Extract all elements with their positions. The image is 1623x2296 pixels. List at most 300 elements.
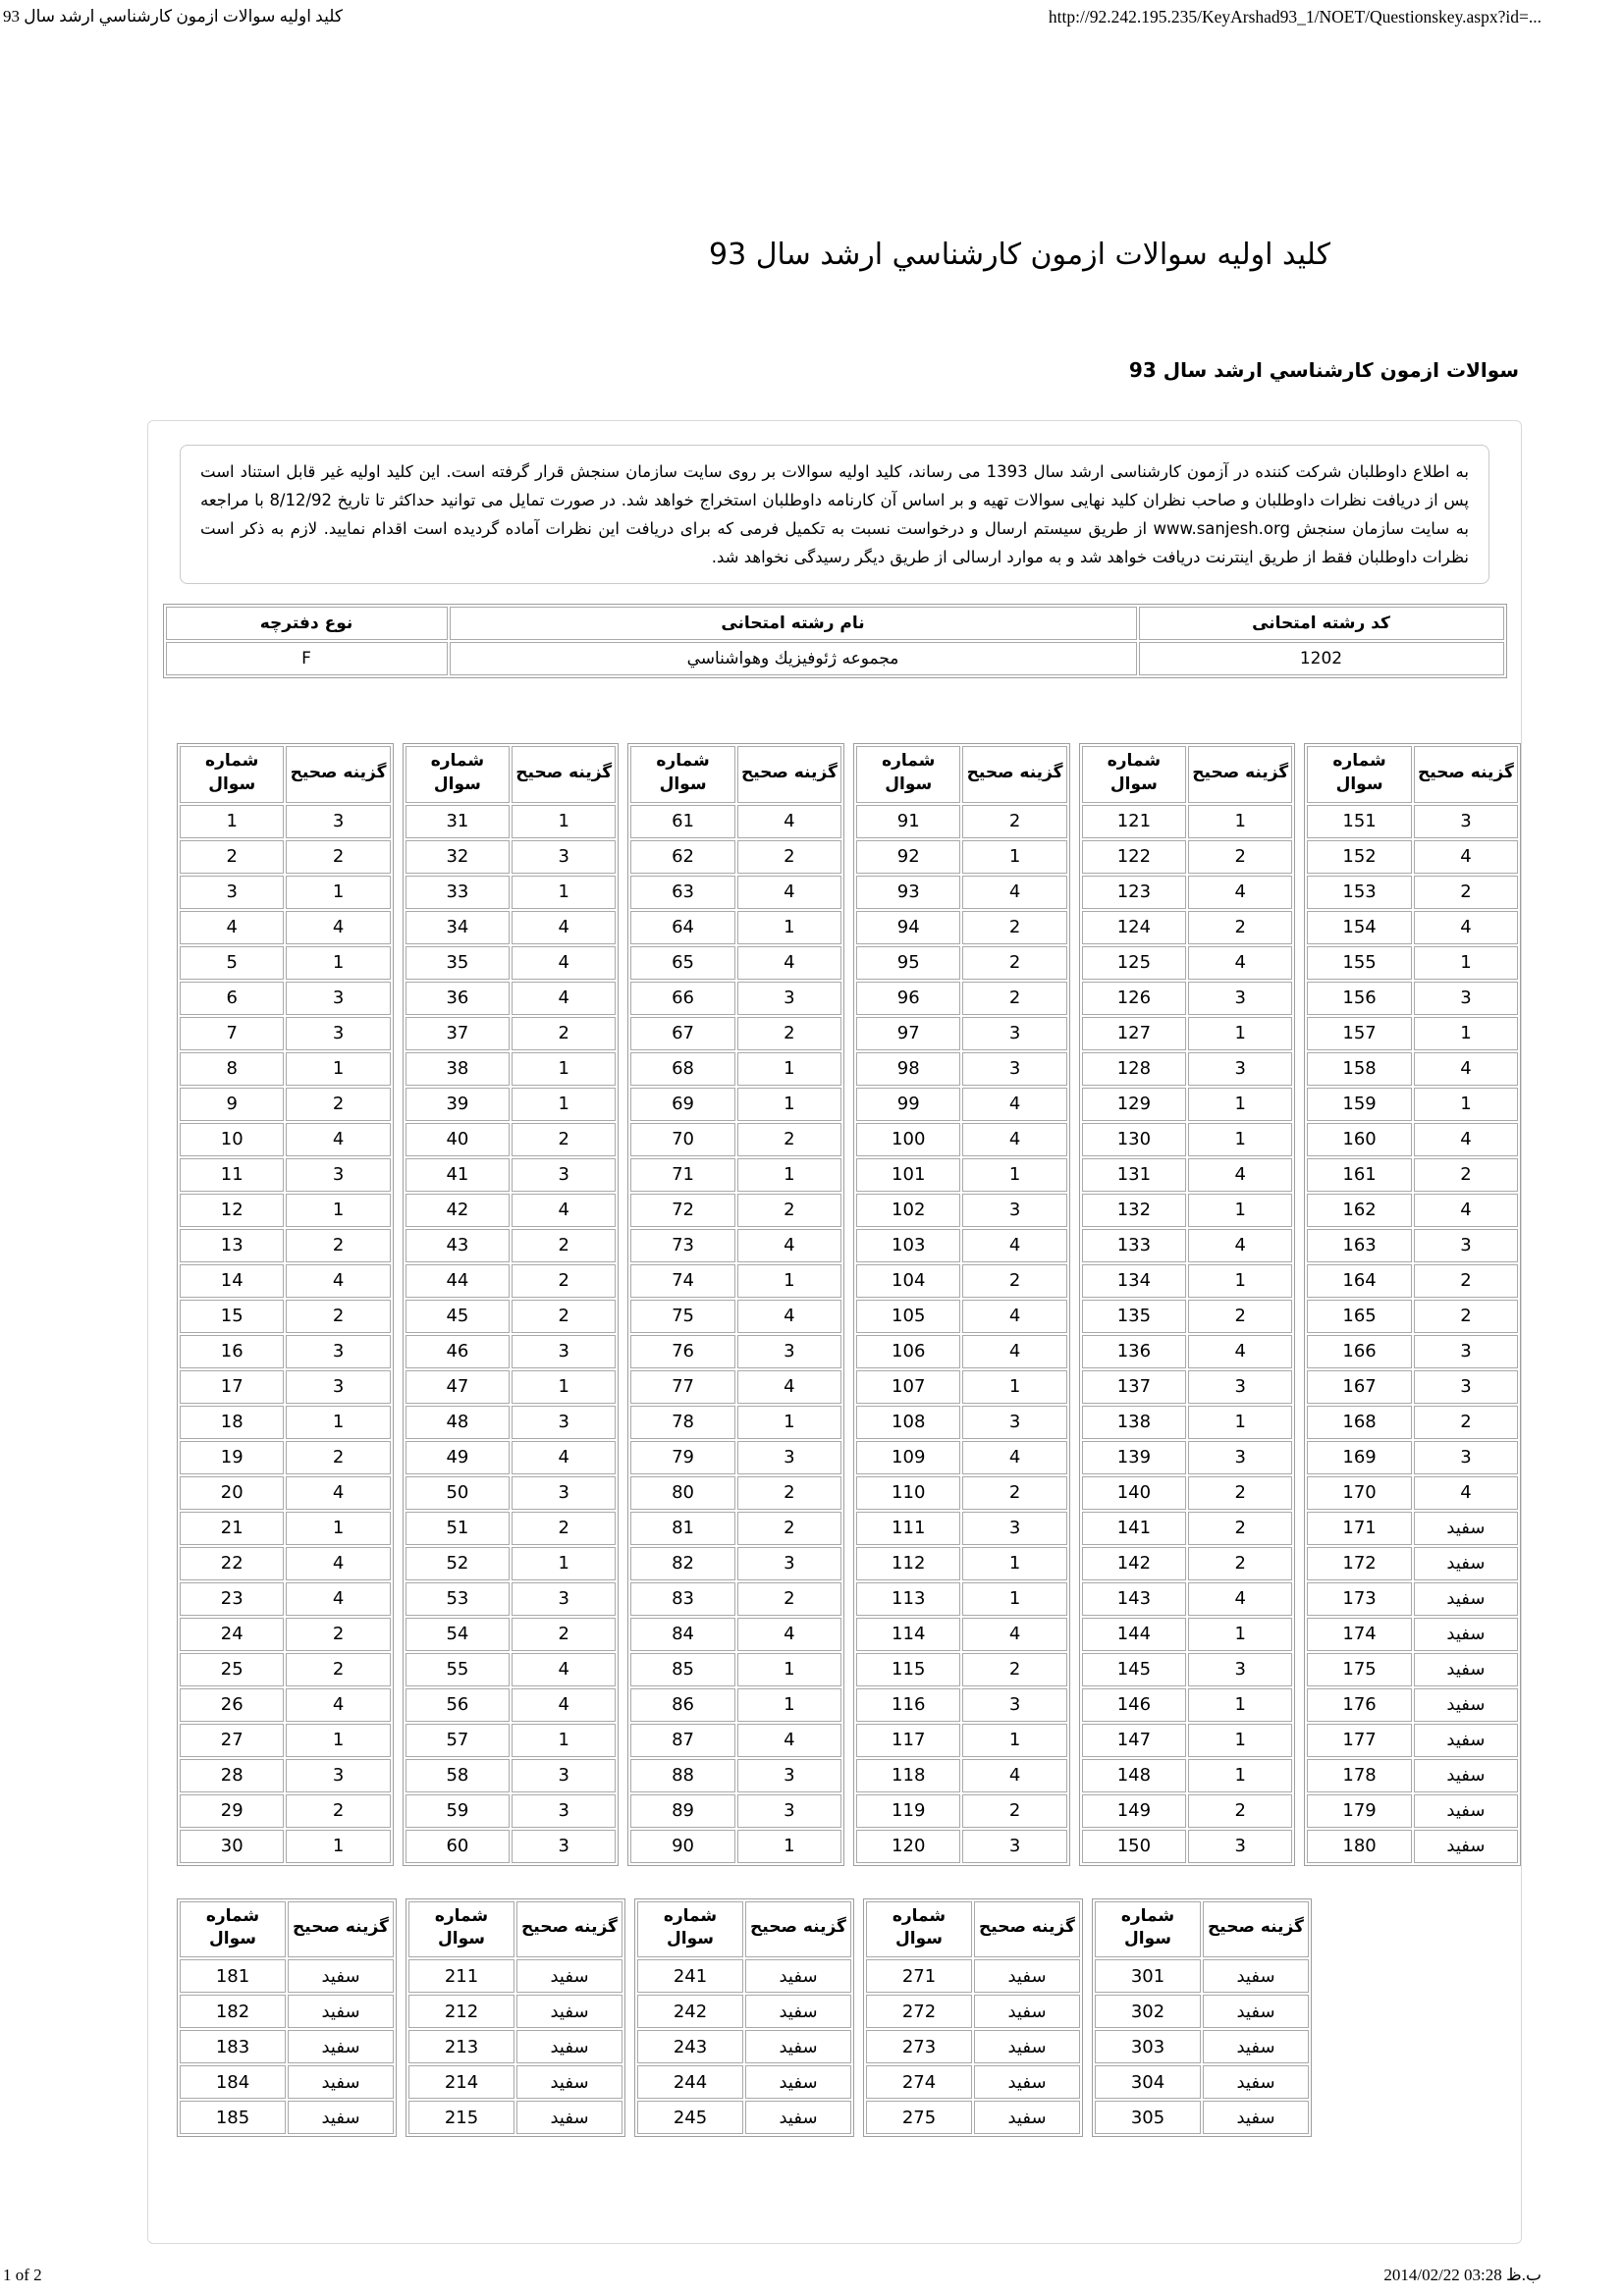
- answer-row: [630, 1582, 841, 1616]
- correct-option-cell: 3: [1414, 1370, 1518, 1404]
- answer-row: [406, 1512, 617, 1545]
- correct-option-cell: 2: [962, 911, 1066, 944]
- exam-code-header: کد رشته امتحانی: [1139, 607, 1504, 640]
- correct-option-cell: سفيد: [1414, 1759, 1518, 1792]
- correct-option-cell: 4: [286, 1123, 390, 1156]
- answer-row: [1082, 1017, 1293, 1050]
- question-number-cell: 28: [180, 1759, 284, 1792]
- question-number-cell: 9: [180, 1088, 284, 1121]
- answer-row: [1082, 1335, 1293, 1368]
- correct-option-cell: 4: [286, 1547, 390, 1580]
- answer-row: [1307, 1088, 1518, 1121]
- correct-option-cell: 1: [737, 911, 841, 944]
- answer-row: [637, 2030, 851, 2063]
- correct-option-cell: 4: [1188, 1335, 1292, 1368]
- answer-row: [630, 1794, 841, 1828]
- question-number-cell: 142: [1082, 1547, 1186, 1580]
- question-number-cell: 131: [1082, 1158, 1186, 1192]
- correct-option-cell: 1: [286, 1406, 390, 1439]
- correct-option-cell: سفيد: [288, 1959, 394, 1993]
- correct-option-cell: 1: [1188, 1688, 1292, 1722]
- question-number-cell: 155: [1307, 946, 1411, 980]
- correct-option-cell: 2: [737, 1512, 841, 1545]
- answer-table-181-185: [177, 1898, 397, 2138]
- question-number-cell: 84: [630, 1618, 734, 1651]
- question-number-cell: 160: [1307, 1123, 1411, 1156]
- correct-option-cell: 4: [737, 1724, 841, 1757]
- question-number-cell: 89: [630, 1794, 734, 1828]
- correct-option-cell: 3: [512, 1158, 616, 1192]
- answer-row: [180, 2065, 394, 2099]
- correct-option-cell: 4: [1414, 1123, 1518, 1156]
- correct-option-cell: سفيد: [974, 1959, 1080, 1993]
- answer-row: [630, 1830, 841, 1863]
- correct-option-cell: 4: [1414, 1052, 1518, 1086]
- question-number-cell: 301: [1095, 1959, 1201, 1993]
- answer-row: [180, 1123, 391, 1156]
- question-number-cell: 30: [180, 1830, 284, 1863]
- correct-option-cell: 3: [737, 1335, 841, 1368]
- answer-row: [406, 911, 617, 944]
- correct-option-cell: سفيد: [1203, 1995, 1309, 2028]
- correct-option-cell: سفيد: [516, 1959, 622, 1993]
- answer-row: [630, 1123, 841, 1156]
- answer-row: [180, 911, 391, 944]
- question-number-cell: 50: [406, 1476, 510, 1510]
- answer-row: [1307, 1406, 1518, 1439]
- answer-row: [630, 1512, 841, 1545]
- correct-option-cell: 1: [962, 1724, 1066, 1757]
- print-header-document-title: کلید اولیه سوالات ازمون کارشناسي ارشد سال 93: [3, 7, 343, 26]
- answer-row: [180, 1441, 391, 1474]
- correct-option-cell: 2: [1414, 1158, 1518, 1192]
- correct-option-cell: 4: [737, 1229, 841, 1262]
- answer-row: [856, 1264, 1067, 1298]
- correct-option-cell: 2: [286, 1653, 390, 1686]
- correct-option-cell: 3: [1414, 1441, 1518, 1474]
- question-number-cell: 71: [630, 1158, 734, 1192]
- answer-row: [1307, 1830, 1518, 1863]
- answer-row: [856, 1017, 1067, 1050]
- correct-option-cell: 1: [1414, 946, 1518, 980]
- question-number-cell: 22: [180, 1547, 284, 1580]
- question-number-cell: 49: [406, 1441, 510, 1474]
- answer-row: [180, 1476, 391, 1510]
- correct-option-cell: 2: [286, 1229, 390, 1262]
- correct-option-cell: 1: [737, 1052, 841, 1086]
- question-number-cell: 62: [630, 840, 734, 874]
- correct-option-cell: 2: [1188, 1512, 1292, 1545]
- answer-row: [180, 1088, 391, 1121]
- correct-option-cell: 1: [1414, 1017, 1518, 1050]
- correct-option-header: گزينه صحيح: [745, 1901, 851, 1958]
- answer-row: [406, 1618, 617, 1651]
- question-number-cell: 46: [406, 1335, 510, 1368]
- answer-row: [630, 911, 841, 944]
- question-number-cell: 214: [408, 2065, 514, 2099]
- answer-row: [180, 805, 391, 838]
- correct-option-cell: 3: [286, 805, 390, 838]
- correct-option-cell: سفيد: [745, 2030, 851, 2063]
- answer-row: [1307, 1476, 1518, 1510]
- answer-row: [406, 1335, 617, 1368]
- question-number-cell: 67: [630, 1017, 734, 1050]
- correct-option-cell: 4: [286, 1476, 390, 1510]
- correct-option-cell: 2: [286, 1088, 390, 1121]
- question-number-cell: 109: [856, 1441, 960, 1474]
- answer-row: [406, 1229, 617, 1262]
- question-number-cell: 23: [180, 1582, 284, 1616]
- correct-option-cell: 3: [512, 840, 616, 874]
- correct-option-cell: 3: [512, 1759, 616, 1792]
- answer-row: [630, 1406, 841, 1439]
- answer-row: [408, 2101, 622, 2134]
- question-number-cell: 2: [180, 840, 284, 874]
- correct-option-cell: سفيد: [745, 1995, 851, 2028]
- correct-option-cell: 2: [962, 982, 1066, 1015]
- correct-option-cell: 4: [962, 1759, 1066, 1792]
- correct-option-cell: 2: [1188, 911, 1292, 944]
- correct-option-cell: 2: [737, 1582, 841, 1616]
- answer-row: [406, 1370, 617, 1404]
- correct-option-cell: 2: [1188, 1547, 1292, 1580]
- correct-option-header: گزينه صحيح: [512, 746, 616, 803]
- correct-option-cell: 3: [512, 1582, 616, 1616]
- answer-row: [1095, 1995, 1309, 2028]
- question-number-cell: 120: [856, 1830, 960, 1863]
- answer-table-1-30: [177, 743, 394, 1866]
- question-number-cell: 83: [630, 1582, 734, 1616]
- answer-row: [180, 946, 391, 980]
- question-number-cell: 26: [180, 1688, 284, 1722]
- correct-option-cell: 1: [1188, 1618, 1292, 1651]
- question-number-cell: 147: [1082, 1724, 1186, 1757]
- answer-row: [180, 1653, 391, 1686]
- answer-table-241-245: [634, 1898, 854, 2138]
- answer-row: [406, 1300, 617, 1333]
- question-number-cell: 132: [1082, 1194, 1186, 1227]
- answer-row: [406, 1441, 617, 1474]
- question-number-cell: 275: [866, 2101, 972, 2134]
- question-number-header: شماره سوال: [866, 1901, 972, 1958]
- correct-option-cell: 1: [512, 805, 616, 838]
- question-number-cell: 174: [1307, 1618, 1411, 1651]
- correct-option-cell: 1: [1188, 1724, 1292, 1757]
- correct-option-cell: 4: [286, 1688, 390, 1722]
- correct-option-cell: 4: [1414, 1476, 1518, 1510]
- correct-option-cell: 4: [1414, 1194, 1518, 1227]
- correct-option-cell: 1: [512, 1547, 616, 1580]
- correct-option-header: گزينه صحيح: [286, 746, 390, 803]
- question-number-cell: 241: [637, 1959, 743, 1993]
- question-number-cell: 305: [1095, 2101, 1201, 2134]
- question-number-cell: 184: [180, 2065, 286, 2099]
- question-number-cell: 243: [637, 2030, 743, 2063]
- question-number-cell: 111: [856, 1512, 960, 1545]
- correct-option-cell: 3: [962, 1052, 1066, 1086]
- question-number-cell: 146: [1082, 1688, 1186, 1722]
- question-number-header: شماره سوال: [1082, 746, 1186, 803]
- answer-row: [1095, 2030, 1309, 2063]
- correct-option-cell: 3: [512, 1830, 616, 1863]
- question-number-cell: 141: [1082, 1512, 1186, 1545]
- answer-row: [856, 1123, 1067, 1156]
- question-number-cell: 114: [856, 1618, 960, 1651]
- exam-code-value: 1202: [1139, 642, 1504, 675]
- question-number-cell: 145: [1082, 1653, 1186, 1686]
- correct-option-cell: 1: [286, 1830, 390, 1863]
- correct-option-cell: سفيد: [745, 2065, 851, 2099]
- correct-option-cell: 4: [962, 1335, 1066, 1368]
- answer-row: [630, 1724, 841, 1757]
- page-number: 1 of 2: [3, 2266, 42, 2284]
- question-number-cell: 59: [406, 1794, 510, 1828]
- answer-row: [406, 805, 617, 838]
- answer-row: [856, 982, 1067, 1015]
- correct-option-cell: 1: [737, 1830, 841, 1863]
- correct-option-cell: 2: [512, 1618, 616, 1651]
- correct-option-cell: سفيد: [1414, 1794, 1518, 1828]
- answer-row: [1082, 1830, 1293, 1863]
- answer-row: [1082, 1300, 1293, 1333]
- answer-row: [1095, 2101, 1309, 2134]
- question-number-cell: 13: [180, 1229, 284, 1262]
- question-number-cell: 122: [1082, 840, 1186, 874]
- question-number-cell: 69: [630, 1088, 734, 1121]
- question-number-cell: 153: [1307, 876, 1411, 909]
- question-number-cell: 104: [856, 1264, 960, 1298]
- answer-row: [180, 1052, 391, 1086]
- question-number-cell: 115: [856, 1653, 960, 1686]
- correct-option-cell: 1: [1188, 1017, 1292, 1050]
- correct-option-cell: 2: [962, 946, 1066, 980]
- answer-table-61-90: [627, 743, 844, 1866]
- question-number-cell: 60: [406, 1830, 510, 1863]
- correct-option-cell: سفيد: [1414, 1512, 1518, 1545]
- question-number-cell: 179: [1307, 1794, 1411, 1828]
- print-header-url: http://92.242.195.235/KeyArshad93_1/NOET/Questionskey.aspx?id=...: [1048, 7, 1542, 27]
- answer-row: [1307, 1370, 1518, 1404]
- question-number-cell: 211: [408, 1959, 514, 1993]
- answer-row: [180, 1724, 391, 1757]
- correct-option-cell: سفيد: [974, 1995, 1080, 2028]
- correct-option-cell: 4: [737, 1618, 841, 1651]
- question-number-cell: 175: [1307, 1653, 1411, 1686]
- answer-row: [1082, 982, 1293, 1015]
- answer-row: [1307, 1653, 1518, 1686]
- answer-row: [180, 1794, 391, 1828]
- question-number-cell: 176: [1307, 1688, 1411, 1722]
- question-number-cell: 158: [1307, 1052, 1411, 1086]
- correct-option-cell: سفيد: [288, 2065, 394, 2099]
- answer-tables-row-2: [177, 1898, 1521, 2138]
- question-number-cell: 130: [1082, 1123, 1186, 1156]
- answer-row: [1082, 1794, 1293, 1828]
- question-number-cell: 135: [1082, 1300, 1186, 1333]
- answer-row: [406, 1724, 617, 1757]
- question-number-cell: 39: [406, 1088, 510, 1121]
- correct-option-cell: سفيد: [1203, 2065, 1309, 2099]
- answer-row: [630, 1476, 841, 1510]
- correct-option-cell: سفيد: [288, 1995, 394, 2028]
- correct-option-cell: 3: [1414, 1229, 1518, 1262]
- answer-table-31-60: [403, 743, 620, 1866]
- question-number-header: شماره سوال: [637, 1901, 743, 1958]
- answer-row: [180, 1959, 394, 1993]
- correct-option-cell: 3: [1414, 1335, 1518, 1368]
- answer-row: [1082, 946, 1293, 980]
- correct-option-cell: 1: [1188, 805, 1292, 838]
- question-number-cell: 157: [1307, 1017, 1411, 1050]
- correct-option-cell: 1: [512, 1370, 616, 1404]
- question-number-cell: 181: [180, 1959, 286, 1993]
- question-number-cell: 8: [180, 1052, 284, 1086]
- question-number-cell: 75: [630, 1300, 734, 1333]
- correct-option-cell: 1: [962, 1547, 1066, 1580]
- answer-row: [1082, 1088, 1293, 1121]
- correct-option-cell: 3: [1414, 982, 1518, 1015]
- answer-row: [856, 1370, 1067, 1404]
- answer-row: [1082, 1476, 1293, 1510]
- answer-row: [1307, 1759, 1518, 1792]
- question-number-cell: 107: [856, 1370, 960, 1404]
- answer-row: [1082, 1688, 1293, 1722]
- answer-row: [856, 840, 1067, 874]
- correct-option-cell: 2: [512, 1512, 616, 1545]
- answer-row: [630, 1759, 841, 1792]
- correct-option-cell: 1: [286, 1724, 390, 1757]
- correct-option-cell: 1: [1414, 1088, 1518, 1121]
- question-number-cell: 92: [856, 840, 960, 874]
- question-number-cell: 164: [1307, 1264, 1411, 1298]
- answer-row: [1307, 911, 1518, 944]
- correct-option-cell: 3: [1188, 1830, 1292, 1863]
- question-number-cell: 31: [406, 805, 510, 838]
- question-number-cell: 127: [1082, 1017, 1186, 1050]
- answer-table-271-275: [863, 1898, 1083, 2138]
- answer-table-301-305: [1092, 1898, 1312, 2138]
- question-number-cell: 58: [406, 1759, 510, 1792]
- correct-option-cell: 4: [962, 1229, 1066, 1262]
- answer-row: [406, 1052, 617, 1086]
- question-number-cell: 119: [856, 1794, 960, 1828]
- question-number-cell: 32: [406, 840, 510, 874]
- question-number-cell: 125: [1082, 946, 1186, 980]
- correct-option-cell: 2: [512, 1123, 616, 1156]
- answer-row: [630, 876, 841, 909]
- answer-row: [856, 1653, 1067, 1686]
- correct-option-cell: 1: [512, 1052, 616, 1086]
- correct-option-header: گزينه صحيح: [1414, 746, 1518, 803]
- answer-row: [180, 840, 391, 874]
- correct-option-cell: 2: [962, 805, 1066, 838]
- answer-row: [1307, 1794, 1518, 1828]
- answer-row: [408, 1995, 622, 2028]
- correct-option-cell: 2: [286, 1300, 390, 1333]
- correct-option-header: گزينه صحيح: [1188, 746, 1292, 803]
- correct-option-cell: 1: [737, 1088, 841, 1121]
- correct-option-cell: 1: [286, 946, 390, 980]
- content-container: [147, 420, 1522, 2244]
- correct-option-cell: 1: [962, 840, 1066, 874]
- question-number-cell: 33: [406, 876, 510, 909]
- correct-option-cell: سفيد: [288, 2101, 394, 2134]
- answer-row: [1307, 1618, 1518, 1651]
- question-number-cell: 245: [637, 2101, 743, 2134]
- answer-row: [856, 1547, 1067, 1580]
- question-number-cell: 166: [1307, 1335, 1411, 1368]
- correct-option-cell: 2: [737, 840, 841, 874]
- question-number-cell: 151: [1307, 805, 1411, 838]
- correct-option-cell: سفيد: [288, 2030, 394, 2063]
- question-number-cell: 116: [856, 1688, 960, 1722]
- correct-option-cell: 2: [962, 1794, 1066, 1828]
- correct-option-cell: سفيد: [1414, 1618, 1518, 1651]
- answer-row: [856, 946, 1067, 980]
- answer-row: [180, 1547, 391, 1580]
- question-number-cell: 20: [180, 1476, 284, 1510]
- question-number-cell: 303: [1095, 2030, 1201, 2063]
- question-number-cell: 15: [180, 1300, 284, 1333]
- question-number-cell: 118: [856, 1759, 960, 1792]
- correct-option-cell: 1: [286, 1052, 390, 1086]
- question-number-cell: 21: [180, 1512, 284, 1545]
- correct-option-cell: 1: [512, 1724, 616, 1757]
- correct-option-cell: 4: [1188, 1158, 1292, 1192]
- answer-row: [856, 1194, 1067, 1227]
- correct-option-cell: 3: [286, 1759, 390, 1792]
- correct-option-cell: 3: [737, 1441, 841, 1474]
- correct-option-cell: 3: [286, 1370, 390, 1404]
- answer-row: [406, 946, 617, 980]
- question-number-cell: 143: [1082, 1582, 1186, 1616]
- question-number-cell: 42: [406, 1194, 510, 1227]
- answer-row: [1082, 1264, 1293, 1298]
- question-number-cell: 27: [180, 1724, 284, 1757]
- answer-row: [406, 1264, 617, 1298]
- correct-option-cell: 3: [962, 1194, 1066, 1227]
- correct-option-cell: 1: [1188, 1406, 1292, 1439]
- question-number-cell: 17: [180, 1370, 284, 1404]
- answer-row: [1082, 1123, 1293, 1156]
- question-number-header: شماره سوال: [856, 746, 960, 803]
- correct-option-cell: 2: [962, 1653, 1066, 1686]
- question-number-cell: 36: [406, 982, 510, 1015]
- answer-row: [406, 1794, 617, 1828]
- correct-option-cell: 3: [962, 1830, 1066, 1863]
- answer-row: [856, 1688, 1067, 1722]
- question-number-cell: 149: [1082, 1794, 1186, 1828]
- answer-row: [1307, 1017, 1518, 1050]
- question-number-cell: 6: [180, 982, 284, 1015]
- answer-row: [180, 982, 391, 1015]
- question-number-cell: 18: [180, 1406, 284, 1439]
- question-number-cell: 51: [406, 1512, 510, 1545]
- answer-row: [406, 1759, 617, 1792]
- question-number-cell: 110: [856, 1476, 960, 1510]
- answer-row: [1082, 840, 1293, 874]
- answer-row: [180, 2030, 394, 2063]
- question-number-cell: 37: [406, 1017, 510, 1050]
- answer-row: [1307, 1300, 1518, 1333]
- exam-info-table: [163, 604, 1507, 678]
- correct-option-cell: 2: [1188, 1476, 1292, 1510]
- question-number-cell: 86: [630, 1688, 734, 1722]
- question-number-cell: 57: [406, 1724, 510, 1757]
- question-number-cell: 215: [408, 2101, 514, 2134]
- question-number-cell: 161: [1307, 1158, 1411, 1192]
- correct-option-cell: 4: [512, 982, 616, 1015]
